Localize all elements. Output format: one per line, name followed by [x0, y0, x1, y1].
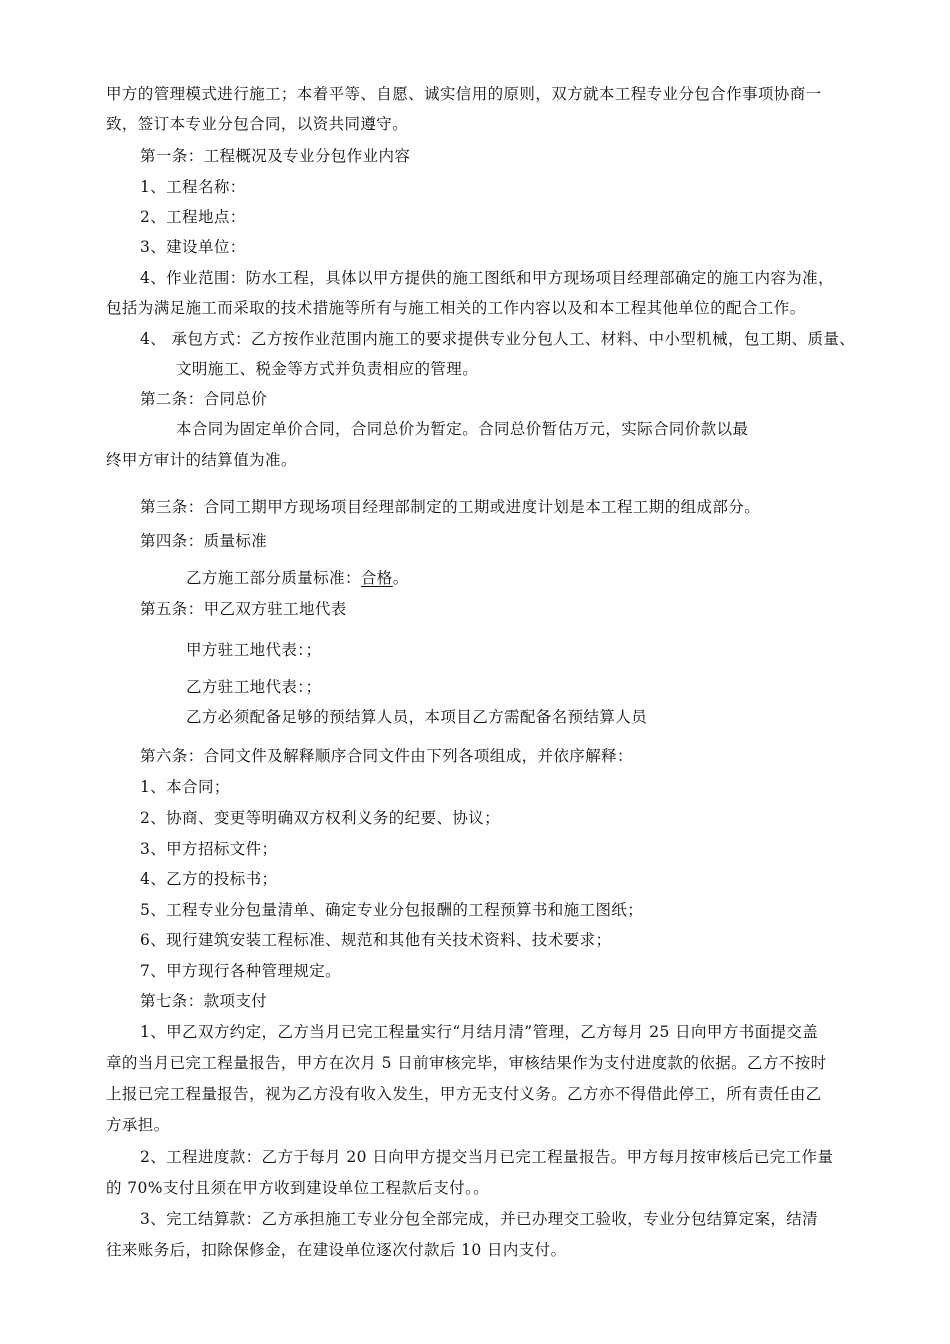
quality-standard-value: 合格 — [360, 569, 393, 587]
payment-clause-1-line-1: 1、甲乙双方约定，乙方当月已完工程量实行“月结月清”管理，乙方每月 25 日向甲方书面提交盖 — [140, 1023, 819, 1041]
construction-unit-item: 3、建设单位： — [140, 238, 246, 256]
total-price-line-1: 本合同为固定单价合同，合同总价为暂定。合同总价暂估万元，实际合同价款以最 — [176, 420, 749, 438]
scope-line-2: 包括为满足施工而采取的技术措施等所有与施工相关的工作内容以及和本工程其他单位的配合工作。 — [106, 299, 806, 317]
list-item: 4、乙方的投标书； — [140, 870, 278, 888]
contract-mode-line-1: 4、 承包方式：乙方按作业范围内施工的要求提供专业分包人工、材料、中小型机械，包工期、质量、 — [140, 330, 856, 348]
article-1-heading: 第一条：工程概况及专业分包作业内容 — [140, 147, 411, 165]
article-5-heading: 第五条：甲乙双方驻工地代表 — [140, 600, 347, 618]
payment-clause-2-line-1: 2、工程进度款：乙方于每月 20 日向甲方提交当月已完工程量报告。甲方每月按审核后已完工作量 — [140, 1148, 834, 1166]
party-a-representative: 甲方驻工地代表：； — [186, 641, 322, 659]
payment-clause-2-line-2: 的 70%支付且须在甲方收到建设单位工程款后支付。。 — [106, 1179, 490, 1197]
intro-line-2: 致，签订本专业分包合同，以资共同遵守。 — [106, 115, 409, 133]
payment-clause-1-line-3: 上报已完工程量报告，视为乙方没有收入发生，甲方无支付义务。乙方亦不得借此停工，所有责任由乙 — [106, 1085, 822, 1103]
project-location-item: 2、工程地点： — [140, 208, 246, 226]
payment-clause-1-line-2: 章的当月已完工程量报告，甲方在次月 5 日前审核完毕，审核结果作为支付进度款的依据。乙方不按时 — [106, 1054, 827, 1072]
article-4-heading: 第四条：质量标准 — [140, 532, 268, 550]
quality-standard-period: 。 — [392, 569, 409, 587]
quality-standard-line — [186, 568, 409, 588]
article-2-heading: 第二条：合同总价 — [140, 390, 268, 408]
list-item: 5、工程专业分包量清单、确定专业分包报酬的工程预算书和施工图纸； — [140, 901, 644, 919]
total-price-line-2: 终甲方审计的结算值为准。 — [106, 451, 297, 469]
article-3-text: 第三条：合同工期甲方现场项目经理部制定的工期或进度计划是本工程工期的组成部分。 — [140, 498, 761, 516]
quality-standard-label: 乙方施工部分质量标准： — [186, 569, 361, 587]
contract-mode-line-2: 文明施工、税金等方式并负责相应的管理。 — [176, 360, 479, 378]
project-name-item: 1、工程名称： — [140, 178, 246, 196]
budget-staff-requirement: 乙方必须配备足够的预结算人员，本项目乙方需配备名预结算人员 — [186, 708, 648, 726]
list-item: 2、协商、变更等明确双方权利义务的纪要、协议； — [140, 809, 501, 827]
intro-line-1: 甲方的管理模式进行施工；本着平等、自愿、诚实信用的原则，双方就本工程专业分包合作事项协商一 — [106, 85, 822, 103]
payment-clause-1-line-4: 方承担。 — [106, 1116, 170, 1134]
payment-clause-3-line-1: 3、完工结算款：乙方承担施工专业分包全部完成，并已办理交工验收，专业分包结算定案，结清 — [140, 1210, 819, 1228]
party-b-representative: 乙方驻工地代表：； — [186, 678, 322, 696]
list-item: 7、甲方现行各种管理规定。 — [140, 962, 342, 980]
list-item: 1、本合同； — [140, 778, 230, 796]
article-6-heading: 第六条：合同文件及解释顺序合同文件由下列各项组成，并依序解释： — [140, 747, 633, 765]
list-item: 6、现行建筑安装工程标准、规范和其他有关技术资料、技术要求； — [140, 931, 612, 949]
scope-line-1: 4、作业范围：防水工程，具体以甲方提供的施工图纸和甲方现场项目经理部确定的施工内容为准， — [140, 269, 834, 287]
article-7-heading: 第七条：款项支付 — [140, 992, 268, 1010]
payment-clause-3-line-2: 往来账务后，扣除保修金，在建设单位逐次付款后 10 日内支付。 — [106, 1241, 567, 1259]
list-item: 3、甲方招标文件； — [140, 840, 278, 858]
